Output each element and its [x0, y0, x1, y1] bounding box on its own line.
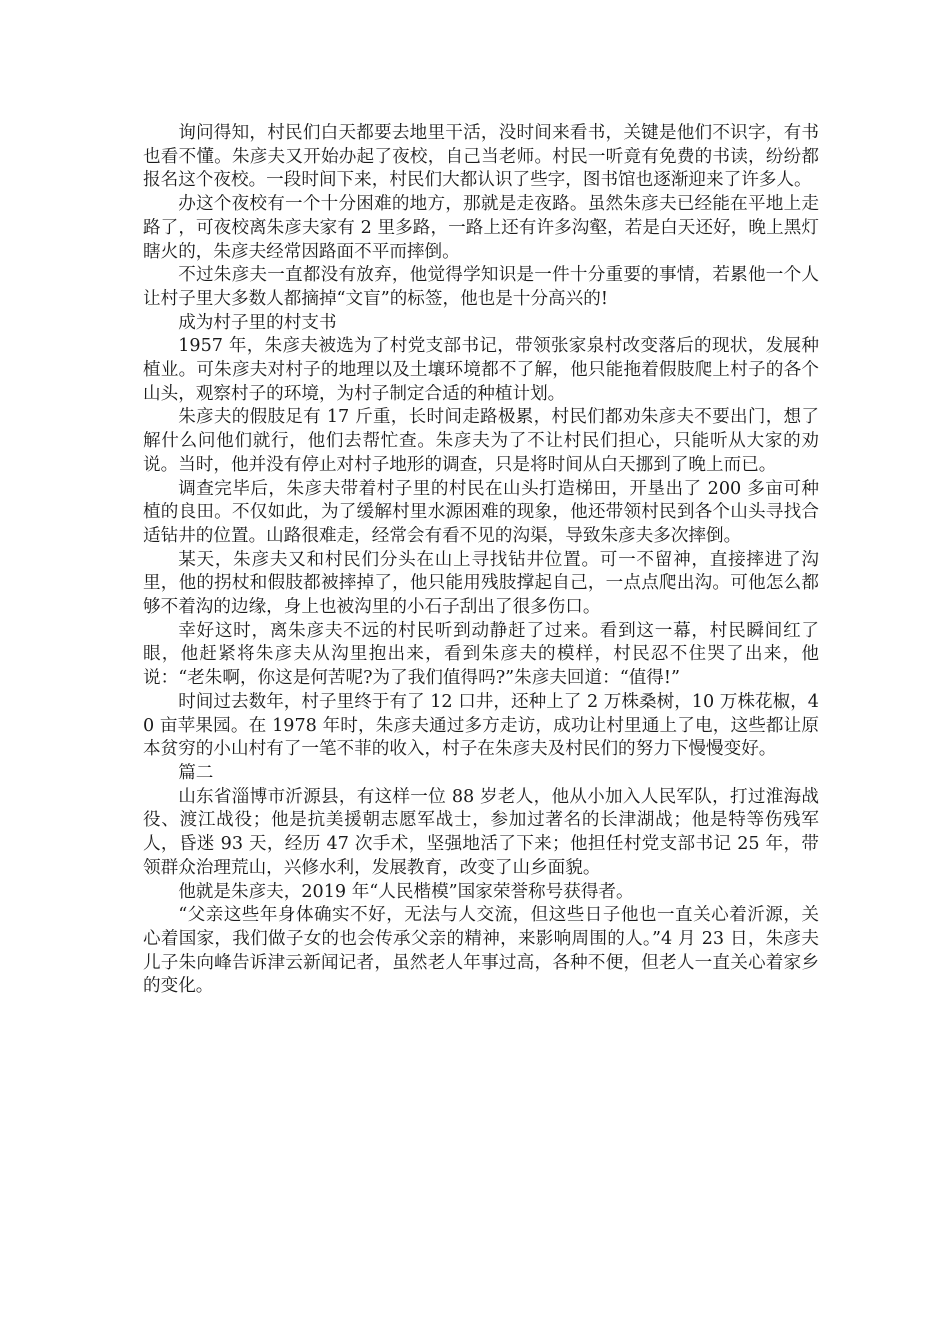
- paragraph-terraces: 调查完毕后，朱彦夫带着村子里的村民在山头打造梯田，开垦出了 200 多亩可种植的良田。不仅如此，为了缓解村里水源困难的现象，他还带领村民到各个山头寻找合适钻井的位置。山路很难走，经常会有看不见的沟渠，导致朱彦夫多次摔倒。: [143, 478, 819, 546]
- paragraph-fell-in-ditch: 某天，朱彦夫又和村民们分头在山上寻找钻井位置。可一不留神，直接摔进了沟里，他的拐杖和假肢都被摔掉了，他只能用残肢撑起自己，一点点爬出沟。可他怎么都够不着沟的边缘，身上也被沟里的小石子刮出了很多伤口。: [143, 549, 819, 618]
- paragraph-peoples-model: 他就是朱彦夫，2019 年“人民楷模”国家荣誉称号获得者。: [178, 881, 634, 902]
- paragraph-night-road: 办这个夜校有一个十分困难的地方，那就是走夜路。虽然朱彦夫已经能在平地上走路了，可夜校离朱彦夫家有 2 里多路，一路上还有许多沟壑，若是白天还好，晚上黑灯瞎火的，朱彦夫经常因路面不平而摔倒。: [143, 194, 819, 262]
- paragraph-rescued: 幸好这时，离朱彦夫不远的村民听到动静赶了过来。看到这一幕，村民瞬间红了眼，他赶紧将朱彦夫从沟里抱出来，看到朱彦夫的模样，村民忍不住哭了出来，他说：“老朱啊，你这是何苦呢?为了我们值得吗?”朱彦夫回道：“值得!”: [143, 620, 819, 689]
- paragraph-night-school: 询问得知，村民们白天都要去地里干活，没时间来看书，关键是他们不识字，有书也看不懂。朱彦夫又开始办起了夜校，自己当老师。村民一听竟有免费的书读，纷纷都报名这个夜校。一段时间下来，村民们大都认识了些字，图书馆也逐渐迎来了许多人。: [143, 123, 819, 191]
- section-heading-part-two: 篇二: [178, 762, 214, 783]
- paragraph-village-prospers: 时间过去数年，村子里终于有了 12 口井，还种上了 2 万株桑树，10 万株花椒，40 亩苹果园。在 1978 年时，朱彦夫通过多方走访，成功让村里通上了电，这些都让原本贫穷的小山村有了一笔不菲的收入，村子在朱彦夫及村民们的努力下慢慢变好。: [143, 691, 819, 760]
- document-body: [143, 122, 819, 999]
- paragraph-never-give-up: 不过朱彦夫一直都没有放弃，他觉得学知识是一件十分重要的事情，若累他一个人让村子里大多数人都摘掉“文盲”的标签，他也是十分高兴的!: [143, 265, 819, 309]
- paragraph-1957-secretary: 1957 年，朱彦夫被选为了村党支部书记，带领张家泉村改变落后的现状，发展种植业。可朱彦夫对村子的地理以及土壤环境都不了解，他只能拖着假肢爬上村子的各个山头，观察村子的环境，为村子制定合适的种植计划。: [143, 336, 819, 404]
- paragraph-veteran-biography: 山东省淄博市沂源县，有这样一位 88 岁老人，他从小加入人民军队，打过淮海战役、渡江战役；他是抗美援朝志愿军战士，参加过著名的长津湖战；他是特等伤残军人，昏迷 93 天，经历 47 次手术，坚强地活了下来；他担任村党支部书记 25 年，带领群众治理荒山，兴修水利，发展教育，改变了山乡面貌。: [143, 786, 819, 878]
- paragraph-son-quote: “父亲这些年身体确实不好，无法与人交流，但这些日子他也一直关心着沂源，关心着国家，我们做子女的也会传承父亲的精神，来影响周围的人。”4 月 23 日，朱彦夫儿子朱向峰告诉津云新闻记者，虽然老人年事过高，各种不便，但老人一直关心着家乡的变化。: [143, 905, 819, 997]
- section-heading-village-secretary: 成为村子里的村支书: [178, 312, 337, 333]
- paragraph-prosthesis: 朱彦夫的假肢足有 17 斤重，长时间走路极累，村民们都劝朱彦夫不要出门，想了解什么问他们就行，他们去帮忙查。朱彦夫为了不让村民们担心，只能听从大家的劝说。当时，他并没有停止对村子地形的调查，只是将时间从白天挪到了晚上而已。: [143, 407, 819, 475]
